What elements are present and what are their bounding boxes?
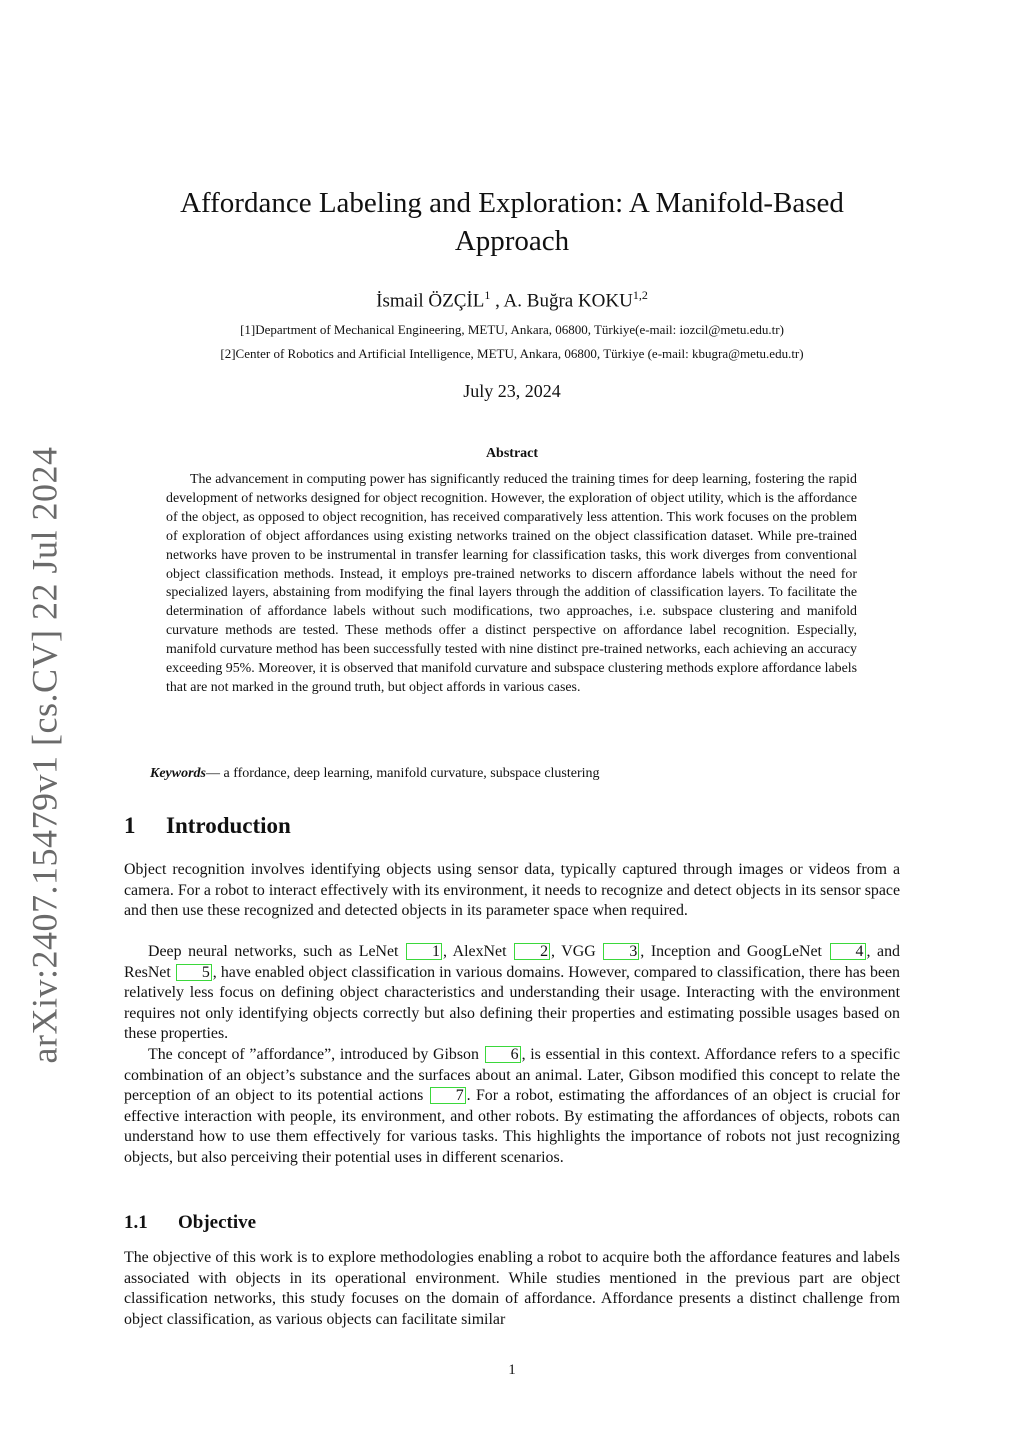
author-line (150, 288, 874, 312)
citation-link-4[interactable]: 4 (830, 943, 866, 960)
intro-paragraph-3 (124, 1045, 900, 1169)
citation-link-2[interactable]: 2 (514, 943, 550, 960)
text-run: , VGG (551, 943, 603, 960)
citation-link-7[interactable]: 7 (430, 1087, 466, 1104)
page-number: 1 (508, 1362, 516, 1378)
abstract-text: The advancement in computing power has significantly reduced the training times for deep learning, fostering the rapid development of networks designed for object recognition. However, the exploration of object utility, which is the affordance of the object, as opposed to object recognition, has received comparatively less attention. This work focuses on the problem of exploration of object affordances using existing networks trained on the object classification dataset. While pre-trained networks have proven to be instrumental in transfer learning for classification tasks, this work diverges from conventional object classification methods. Instead, it employs pre-trained networks to discern affordance labels without the need for specialized layers, abstaining from modifying the final layers through the addition of classification layers. To facilitate the determination of affordance labels without such modifications, two approaches, i.e. subspace clustering and manifold curvature methods are tested. These methods offer a distinct perspective on affordance label recognition. Especially, manifold curvature method has been successfully tested with nine distinct pre-trained networks, each achieving an accuracy exceeding 95%. Moreover, it is observed that manifold curvature and subspace clustering methods explore affordance labels that are not marked in the ground truth, but object affords in various cases. (166, 472, 857, 695)
text-run: , Inception and GoogLeNet (640, 943, 829, 960)
subsection-number: 1.1 (124, 1212, 148, 1233)
author-1: İsmail ÖZÇİL (376, 290, 485, 312)
text-run: , AlexNet (442, 943, 514, 960)
abstract-heading: Abstract (485, 446, 539, 461)
text-run: , have enabled object classification in various domains. However, compared to classification, there has been relatively less focus on defining object characteristics and understanding their usage. Interacting with the environment requires not only identifying objects correctly but also defining their properties and estimating possible usages based on these properties. (124, 963, 900, 1043)
affiliation-2: [2]Center of Robotics and Artificial Intelligence, METU, Ankara, 06800, Türkiye (e-mail: kbugra@metu.edu.tr) (220, 346, 804, 361)
author-2-affiliation: 1,2 (632, 288, 648, 302)
text-run: The concept of ”affordance”, introduced by Gibson (148, 1046, 484, 1063)
arxiv-sidebar (8, 446, 80, 1064)
section-heading-introduction (124, 813, 900, 839)
intro-paragraph-1: Object recognition involves identifying objects using sensor data, typically captured through images or videos from a camera. For a robot to interact effectively with its environment, it needs to recognize and detect objects in its sensor space and then use these recognized and detected objects in its parameter space when required. (124, 861, 900, 920)
subsection-title: Objective (178, 1212, 257, 1233)
publication-date: July 23, 2024 (463, 381, 561, 401)
citation-link-1[interactable]: 1 (406, 943, 442, 960)
text-run: . For a robot, estimating the affordances of an object is crucial for effective interaction with people, its environment, and other robots. By estimating the affordances of objects, robots can understand how to use them effectively for various tasks. This highlights the importance of robots not just recognizing objects, but also perceiving their potential uses in different scenarios. (124, 1087, 900, 1166)
keywords-text: — a ffordance, deep learning, manifold curvature, subspace clustering (206, 766, 600, 781)
arxiv-identifier: arXiv:2407.15479v1 [cs.CV] 22 Jul 2024 (24, 446, 64, 1064)
objective-paragraph: The objective of this work is to explore methodologies enabling a robot to acquire both the affordance features and labels associated with objects in its operational environment. While studies mentioned in the previous part are object classification networks, this study focuses on the domain of affordance. Affordance presents a distinct challenge from object classification, as various objects can facilitate similar (124, 1249, 900, 1328)
citation-link-6[interactable]: 6 (485, 1046, 521, 1063)
citation-link-3[interactable]: 3 (603, 943, 639, 960)
keywords-label: Keywords (150, 766, 206, 781)
author-2: A. Buğra KOKU (503, 290, 633, 312)
section-title: Introduction (166, 813, 291, 838)
paper-title: Affordance Labeling and Exploration: A Manifold-Based Approach (180, 187, 844, 257)
text-run: , is essential in this context. Affordance refers to a specific combination of an object’s substance and the surfaces about an animal. Later, Gibson modified this concept to relate the perception of an object to its potential actions (124, 1046, 900, 1105)
text-run: Deep neural networks, such as LeNet (148, 943, 406, 960)
intro-paragraph-2 (124, 942, 900, 1045)
author-1-affiliation: 1 (484, 288, 491, 302)
subsection-heading-objective (124, 1212, 900, 1234)
section-number: 1 (124, 813, 136, 838)
citation-link-5[interactable]: 5 (176, 964, 212, 981)
author-separator: , (490, 290, 504, 312)
affiliation-1: [1]Department of Mechanical Engineering, METU, Ankara, 06800, Türkiye(e-mail: iozcil@metu.edu.tr) (240, 322, 784, 337)
keywords-line (150, 766, 890, 782)
text-run: , and ResNet (124, 943, 900, 981)
